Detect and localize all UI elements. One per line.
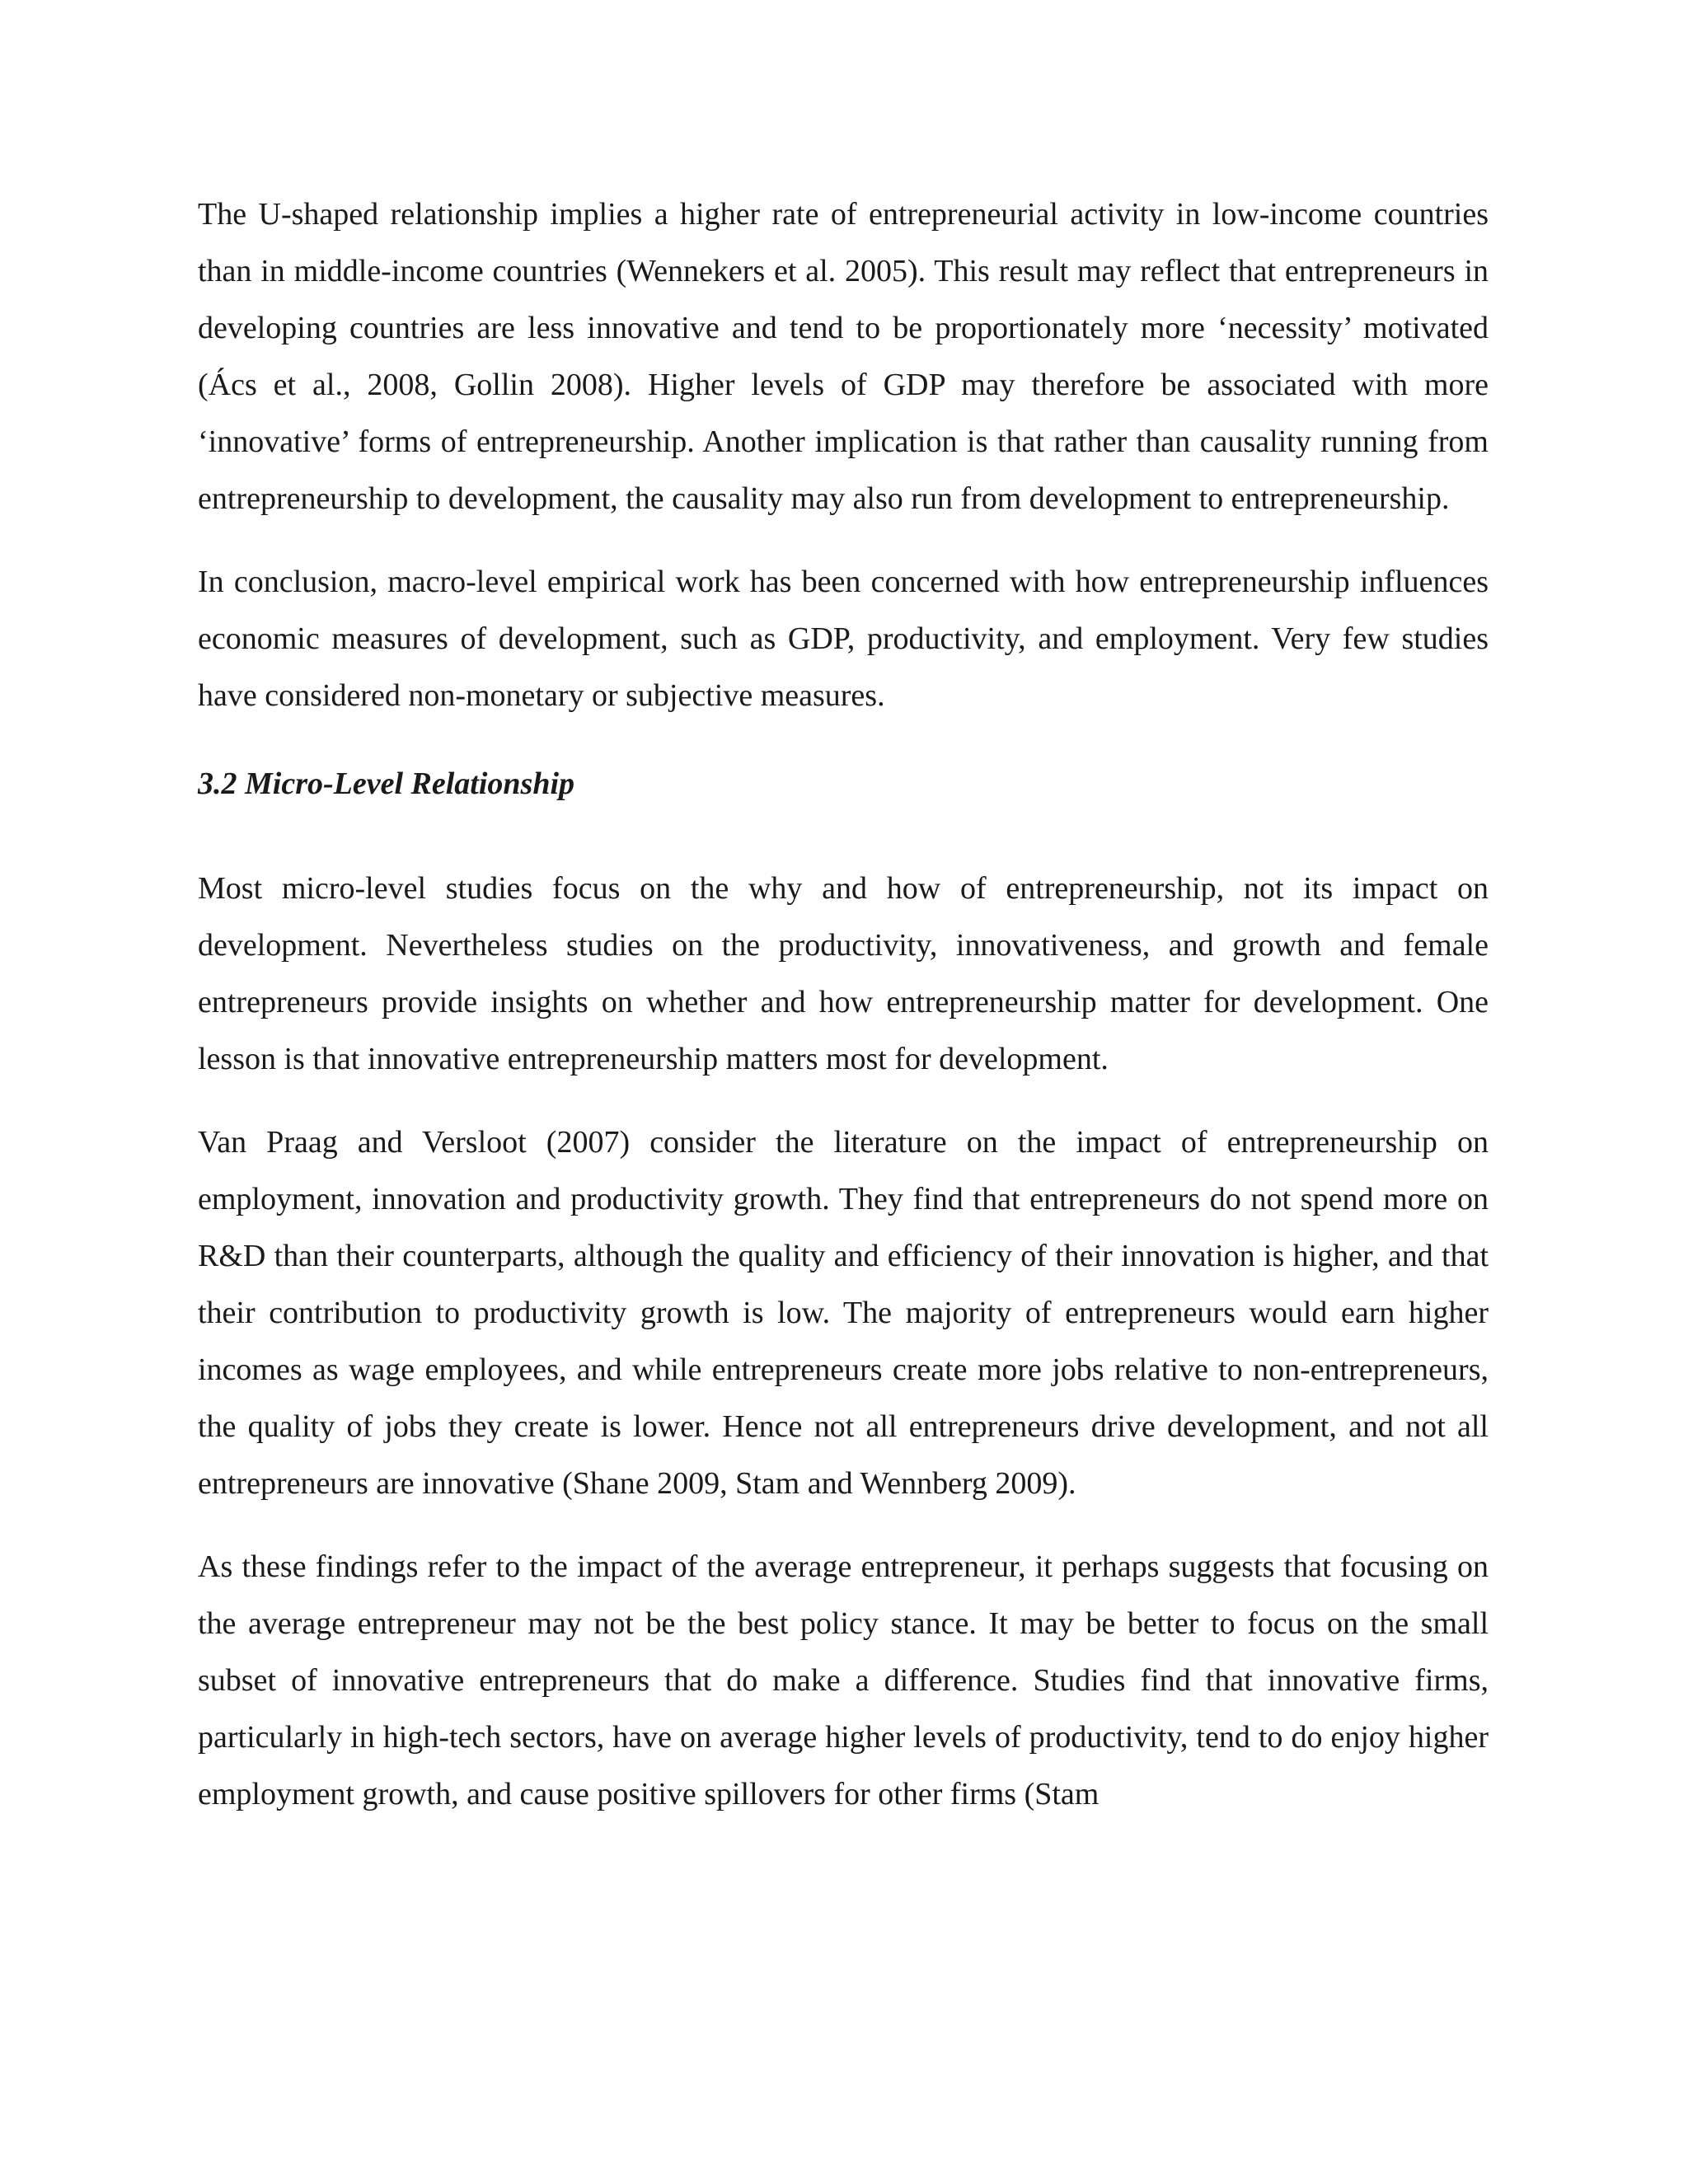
paragraph-van-praag-versloot: Van Praag and Versloot (2007) consider the literature on the impact of entrepreneurship on employment, innovation and productivity growth. They find that entrepreneurs do not spend more on R&D than their counterparts, although the quality and efficiency of their innovation is higher, and that their contribution to productivity growth is low. The majority of entrepreneurs would earn higher incomes as wage employees, and while entrepreneurs create more jobs relative to non-entrepreneurs, the quality of jobs they create is lower. Hence not all entrepreneurs drive development, and not all entrepreneurs are innovative (Shane 2009, Stam and Wennberg 2009). (198, 1125, 1489, 1501)
paragraph-u-shaped-relationship: The U-shaped relationship implies a higher rate of entrepreneurial activity in low-income countries than in middle-income countries (Wennekers et al. 2005). This result may reflect that entrepreneurs in developing countries are less innovative and tend to be proportionately more ‘necessity’ motivated (Ács et al., 2008, Gollin 2008). Higher levels of GDP may therefore be associated with more ‘innovative’ forms of entrepreneurship. Another implication is that rather than causality running from entrepreneurship to development, the causality may also run from development to entrepreneurship. (198, 197, 1489, 516)
section-heading: 3.2 Micro-Level Relationship (198, 766, 575, 801)
page-body (198, 186, 1489, 1823)
paragraph-micro-level-studies: Most micro-level studies focus on the why and how of entrepreneurship, not its impact on development. Nevertheless studies on the productivity, innovativeness, and growth and female entrepreneurs provide insights on whether and how entrepreneurship matter for development. One lesson is that innovative entrepreneurship matters most for development. (198, 871, 1489, 1076)
paragraph-average-entrepreneur: As these findings refer to the impact of the average entrepreneur, it perhaps suggests that focusing on the average entrepreneur may not be the best policy stance. It may be better to focus on the small subset of innovative entrepreneurs that do make a difference. Studies find that innovative firms, particularly in high-tech sectors, have on average higher levels of productivity, tend to do enjoy higher employment growth, and cause positive spillovers for other firms (Stam (198, 1549, 1489, 1811)
paragraph-macro-level-conclusion: In conclusion, macro-level empirical work has been concerned with how entrepreneurship influences economic measures of development, such as GDP, productivity, and employment. Very few studies have considered non-monetary or subjective measures. (198, 565, 1489, 713)
